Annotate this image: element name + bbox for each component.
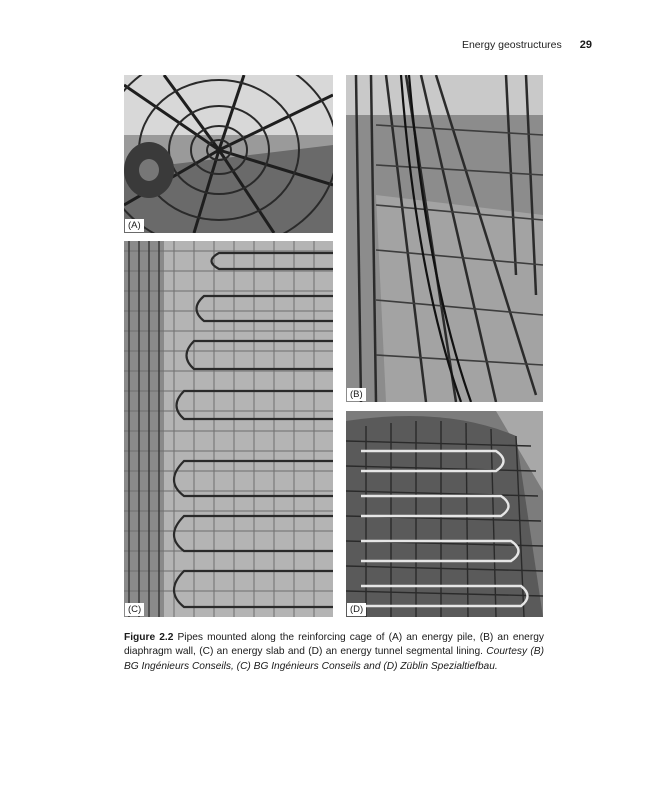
running-title: Energy geostructures [461,39,562,51]
page-number: 29 [579,39,592,51]
photo-energy-slab [124,241,333,617]
running-head [462,39,592,51]
panel-label-d: (D) [347,603,366,616]
caption-text: Pipes mounted along the reinforcing cage of (A) an energy pile, (B) an energy diaphragm wall, (C) an energy slab and (D) an energy tunnel segmental lining. [124,632,544,658]
photo-energy-tunnel-lining [346,411,543,617]
figure-number: Figure 2.2 [124,632,174,644]
panel-label-b: (B) [347,388,366,401]
photo-energy-pile [124,75,333,233]
panel-label-c: (C) [125,603,144,616]
caption-credit: Courtesy (B) BG Ingénieurs Conseils, (C) BG Ingénieurs Conseils and (D) Züblin Spezialtiefbau. [124,646,544,672]
figure-caption [124,631,544,674]
photo-energy-diaphragm-wall [346,75,543,402]
panel-label-a: (A) [125,219,144,232]
